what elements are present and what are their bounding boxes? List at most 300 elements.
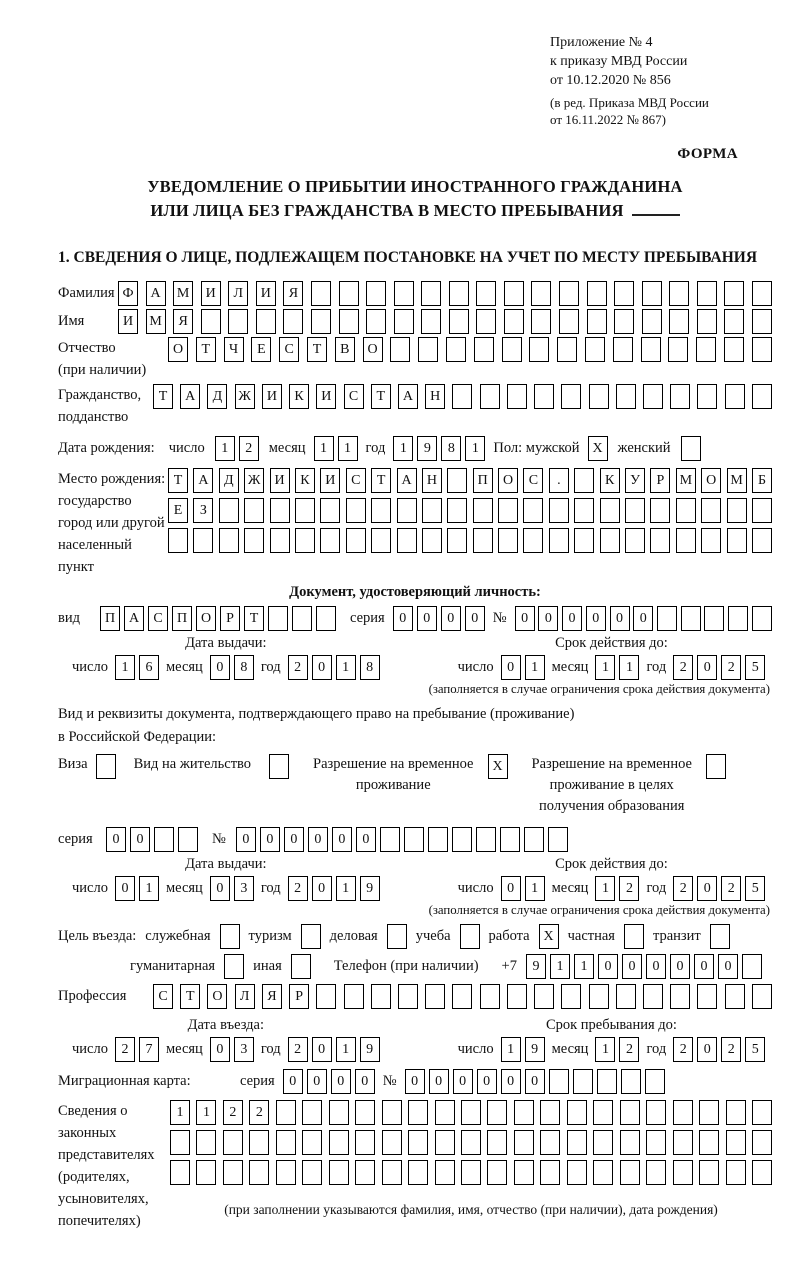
cell[interactable] xyxy=(710,924,730,949)
cell[interactable]: 0 xyxy=(307,1069,327,1094)
cell[interactable] xyxy=(292,606,312,631)
cell[interactable] xyxy=(276,1130,296,1155)
cell[interactable]: С xyxy=(344,384,364,409)
cell[interactable] xyxy=(587,281,607,306)
cell[interactable]: 2 xyxy=(619,876,639,901)
cell[interactable]: 0 xyxy=(610,606,630,631)
stay-year-cells[interactable] xyxy=(673,1037,765,1062)
cell[interactable] xyxy=(514,1100,534,1125)
cell[interactable] xyxy=(223,1160,243,1185)
cell[interactable]: 0 xyxy=(501,655,521,680)
representatives-cells-3[interactable] xyxy=(170,1160,772,1185)
entry-month-cells[interactable] xyxy=(210,1037,254,1062)
cell[interactable] xyxy=(727,498,747,523)
cell[interactable] xyxy=(371,528,391,553)
cell[interactable] xyxy=(329,1100,349,1125)
cell[interactable] xyxy=(397,498,417,523)
cell[interactable] xyxy=(726,1160,746,1185)
cell[interactable] xyxy=(534,984,554,1009)
cell[interactable] xyxy=(549,1069,569,1094)
cell[interactable] xyxy=(673,1100,693,1125)
cell[interactable]: 0 xyxy=(501,876,521,901)
cell[interactable] xyxy=(752,1160,772,1185)
cell[interactable]: 2 xyxy=(721,1037,741,1062)
cell[interactable]: П xyxy=(100,606,120,631)
cell[interactable]: 0 xyxy=(106,827,126,852)
cell[interactable]: В xyxy=(335,337,355,362)
cell[interactable] xyxy=(219,528,239,553)
cell[interactable]: Р xyxy=(650,468,670,493)
cell[interactable] xyxy=(616,384,636,409)
cell[interactable] xyxy=(387,924,407,949)
phone-cells[interactable] xyxy=(526,954,762,979)
cell[interactable]: 0 xyxy=(633,606,653,631)
cell[interactable] xyxy=(620,1160,640,1185)
cell[interactable] xyxy=(593,1100,613,1125)
cell[interactable] xyxy=(295,528,315,553)
cell[interactable]: 0 xyxy=(331,1069,351,1094)
cell[interactable] xyxy=(170,1160,190,1185)
cell[interactable] xyxy=(487,1160,507,1185)
temp-permit-checkbox[interactable] xyxy=(488,754,508,779)
cell[interactable] xyxy=(650,498,670,523)
cell[interactable]: Ж xyxy=(244,468,264,493)
cell[interactable]: 6 xyxy=(139,655,159,680)
cell[interactable] xyxy=(301,924,321,949)
cell[interactable]: 9 xyxy=(526,954,546,979)
cell[interactable]: С xyxy=(148,606,168,631)
cell[interactable]: 0 xyxy=(236,827,256,852)
cell[interactable] xyxy=(643,984,663,1009)
cell[interactable] xyxy=(382,1130,402,1155)
cell[interactable]: 0 xyxy=(312,1037,332,1062)
cell[interactable] xyxy=(422,498,442,523)
cell[interactable] xyxy=(320,498,340,523)
cell[interactable] xyxy=(752,309,772,334)
cell[interactable] xyxy=(302,1100,322,1125)
cell[interactable] xyxy=(178,827,198,852)
cell[interactable]: М xyxy=(727,468,747,493)
cell[interactable] xyxy=(425,984,445,1009)
cell[interactable] xyxy=(476,309,496,334)
cell[interactable]: 1 xyxy=(139,876,159,901)
cell[interactable]: С xyxy=(523,468,543,493)
cell[interactable] xyxy=(168,528,188,553)
cell[interactable] xyxy=(224,954,244,979)
cell[interactable] xyxy=(725,984,745,1009)
cell[interactable] xyxy=(452,984,472,1009)
cell[interactable]: 1 xyxy=(215,436,235,461)
cell[interactable] xyxy=(557,337,577,362)
cell[interactable] xyxy=(650,528,670,553)
cell[interactable] xyxy=(276,1160,296,1185)
cell[interactable]: 0 xyxy=(515,606,535,631)
cell[interactable] xyxy=(676,528,696,553)
cell[interactable]: 0 xyxy=(405,1069,425,1094)
cell[interactable] xyxy=(270,498,290,523)
cell[interactable] xyxy=(435,1160,455,1185)
cell[interactable] xyxy=(724,309,744,334)
sex-male-checkbox[interactable] xyxy=(588,436,608,461)
cell[interactable]: М xyxy=(146,309,166,334)
permit-number-cells[interactable] xyxy=(236,827,568,852)
cell[interactable] xyxy=(316,606,336,631)
entry-year-cells[interactable] xyxy=(288,1037,380,1062)
cell[interactable] xyxy=(480,384,500,409)
cell[interactable] xyxy=(642,281,662,306)
cell[interactable]: 1 xyxy=(501,1037,521,1062)
cell[interactable]: 2 xyxy=(288,876,308,901)
cell[interactable]: А xyxy=(398,384,418,409)
cell[interactable]: 0 xyxy=(284,827,304,852)
cell[interactable]: Я xyxy=(173,309,193,334)
cell[interactable]: 2 xyxy=(288,1037,308,1062)
cell[interactable] xyxy=(673,1160,693,1185)
cell[interactable] xyxy=(704,606,724,631)
cell[interactable]: . xyxy=(549,468,569,493)
cell[interactable]: Ф xyxy=(118,281,138,306)
cell[interactable]: 0 xyxy=(622,954,642,979)
cell[interactable]: 0 xyxy=(501,1069,521,1094)
cell[interactable]: К xyxy=(289,384,309,409)
cell[interactable]: Т xyxy=(168,468,188,493)
representatives-cells-2[interactable] xyxy=(170,1130,772,1155)
cell[interactable] xyxy=(585,337,605,362)
cell[interactable] xyxy=(561,984,581,1009)
cell[interactable]: 1 xyxy=(525,655,545,680)
cell[interactable] xyxy=(673,1130,693,1155)
citizenship-cells[interactable] xyxy=(153,384,772,409)
cell[interactable] xyxy=(752,984,772,1009)
patronymic-cells[interactable] xyxy=(168,337,772,362)
cell[interactable]: И xyxy=(270,468,290,493)
cell[interactable]: Т xyxy=(371,384,391,409)
cell[interactable] xyxy=(355,1130,375,1155)
stay-month-cells[interactable] xyxy=(595,1037,639,1062)
cell[interactable] xyxy=(621,1069,641,1094)
cell[interactable]: Т xyxy=(371,468,391,493)
cell[interactable] xyxy=(701,498,721,523)
cell[interactable]: Т xyxy=(153,384,173,409)
cell[interactable] xyxy=(355,1100,375,1125)
cell[interactable] xyxy=(435,1130,455,1155)
cell[interactable] xyxy=(447,468,467,493)
cell[interactable] xyxy=(196,1130,216,1155)
cell[interactable] xyxy=(316,984,336,1009)
cell[interactable]: Т xyxy=(244,606,264,631)
cell[interactable] xyxy=(154,827,174,852)
cell[interactable] xyxy=(701,528,721,553)
mig-series-cells[interactable] xyxy=(283,1069,375,1094)
cell[interactable] xyxy=(645,1069,665,1094)
cell[interactable] xyxy=(752,384,772,409)
cell[interactable] xyxy=(567,1130,587,1155)
cell[interactable] xyxy=(620,1130,640,1155)
cell[interactable]: 9 xyxy=(360,876,380,901)
cell[interactable] xyxy=(540,1100,560,1125)
cell[interactable]: Р xyxy=(220,606,240,631)
cell[interactable] xyxy=(422,528,442,553)
cell[interactable]: И xyxy=(201,281,221,306)
cell[interactable]: К xyxy=(295,468,315,493)
cell[interactable]: 0 xyxy=(312,876,332,901)
cell[interactable] xyxy=(295,498,315,523)
permit-issue-month-cells[interactable] xyxy=(210,876,254,901)
doc-issue-year-cells[interactable] xyxy=(288,655,380,680)
cell[interactable]: П xyxy=(172,606,192,631)
cell[interactable]: 0 xyxy=(697,876,717,901)
cell[interactable] xyxy=(616,984,636,1009)
cell[interactable] xyxy=(726,1130,746,1155)
cell[interactable]: 0 xyxy=(441,606,461,631)
cell[interactable]: 0 xyxy=(210,655,230,680)
purpose-study-checkbox[interactable] xyxy=(460,924,480,949)
cell[interactable] xyxy=(276,1100,296,1125)
cell[interactable] xyxy=(311,309,331,334)
cell[interactable] xyxy=(697,384,717,409)
birthplace-cells-2[interactable] xyxy=(168,498,772,523)
cell[interactable] xyxy=(461,1130,481,1155)
cell[interactable]: С xyxy=(279,337,299,362)
sex-female-checkbox[interactable] xyxy=(681,436,701,461)
cell[interactable] xyxy=(382,1160,402,1185)
cell[interactable] xyxy=(480,984,500,1009)
cell[interactable] xyxy=(346,528,366,553)
cell[interactable]: 1 xyxy=(336,876,356,901)
cell[interactable]: 0 xyxy=(477,1069,497,1094)
cell[interactable] xyxy=(752,498,772,523)
doc-valid-month-cells[interactable] xyxy=(595,655,639,680)
cell[interactable]: 0 xyxy=(697,655,717,680)
cell[interactable]: 1 xyxy=(595,1037,615,1062)
cell[interactable] xyxy=(244,498,264,523)
cell[interactable]: Л xyxy=(228,281,248,306)
cell[interactable] xyxy=(699,1130,719,1155)
cell[interactable] xyxy=(642,309,662,334)
cell[interactable] xyxy=(589,384,609,409)
cell[interactable] xyxy=(366,281,386,306)
cell[interactable]: 0 xyxy=(646,954,666,979)
doc-series-cells[interactable] xyxy=(393,606,485,631)
purpose-business-checkbox[interactable] xyxy=(387,924,407,949)
cell[interactable]: Е xyxy=(251,337,271,362)
cell[interactable] xyxy=(600,498,620,523)
cell[interactable] xyxy=(404,827,424,852)
cell[interactable] xyxy=(681,606,701,631)
cell[interactable] xyxy=(311,281,331,306)
cell[interactable]: 7 xyxy=(139,1037,159,1062)
cell[interactable] xyxy=(418,337,438,362)
cell[interactable] xyxy=(500,827,520,852)
cell[interactable] xyxy=(531,309,551,334)
cell[interactable] xyxy=(728,606,748,631)
cell[interactable]: 0 xyxy=(586,606,606,631)
cell[interactable]: 1 xyxy=(393,436,413,461)
cell[interactable] xyxy=(567,1100,587,1125)
cell[interactable] xyxy=(244,528,264,553)
cell[interactable] xyxy=(574,498,594,523)
cell[interactable] xyxy=(380,827,400,852)
cell[interactable]: 0 xyxy=(312,655,332,680)
cell[interactable] xyxy=(452,384,472,409)
birthplace-cells-1[interactable] xyxy=(168,468,772,493)
purpose-official-checkbox[interactable] xyxy=(220,924,240,949)
cell[interactable]: 1 xyxy=(465,436,485,461)
doc-valid-year-cells[interactable] xyxy=(673,655,765,680)
purpose-tourism-checkbox[interactable] xyxy=(301,924,321,949)
cell[interactable] xyxy=(697,984,717,1009)
cell[interactable]: 0 xyxy=(115,876,135,901)
cell[interactable] xyxy=(371,498,391,523)
cell[interactable] xyxy=(256,309,276,334)
cell[interactable] xyxy=(600,528,620,553)
cell[interactable] xyxy=(567,1160,587,1185)
cell[interactable]: 5 xyxy=(745,1037,765,1062)
cell[interactable]: 0 xyxy=(718,954,738,979)
cell[interactable]: Ч xyxy=(224,337,244,362)
cell[interactable]: И xyxy=(256,281,276,306)
permit-valid-day-cells[interactable] xyxy=(501,876,545,901)
cell[interactable]: 1 xyxy=(595,655,615,680)
cell[interactable]: С xyxy=(153,984,173,1009)
stay-day-cells[interactable] xyxy=(501,1037,545,1062)
cell[interactable] xyxy=(408,1100,428,1125)
cell[interactable] xyxy=(394,281,414,306)
cell[interactable] xyxy=(487,1100,507,1125)
cell[interactable]: 8 xyxy=(360,655,380,680)
cell[interactable]: 1 xyxy=(336,655,356,680)
cell[interactable] xyxy=(561,384,581,409)
cell[interactable]: 3 xyxy=(234,1037,254,1062)
cell[interactable] xyxy=(668,337,688,362)
cell[interactable] xyxy=(268,606,288,631)
cell[interactable] xyxy=(366,309,386,334)
cell[interactable]: Ж xyxy=(235,384,255,409)
cell[interactable] xyxy=(421,281,441,306)
cell[interactable] xyxy=(681,436,701,461)
cell[interactable]: 2 xyxy=(249,1100,269,1125)
cell[interactable] xyxy=(548,827,568,852)
purpose-private-checkbox[interactable] xyxy=(624,924,644,949)
cell[interactable] xyxy=(344,984,364,1009)
mig-number-cells[interactable] xyxy=(405,1069,665,1094)
cell[interactable] xyxy=(559,309,579,334)
cell[interactable] xyxy=(523,498,543,523)
cell[interactable] xyxy=(726,1100,746,1125)
birth-day-cells[interactable] xyxy=(215,436,259,461)
cell[interactable]: У xyxy=(625,468,645,493)
cell[interactable] xyxy=(474,337,494,362)
cell[interactable] xyxy=(382,1100,402,1125)
cell[interactable] xyxy=(669,281,689,306)
cell[interactable]: 2 xyxy=(619,1037,639,1062)
cell[interactable] xyxy=(725,384,745,409)
cell[interactable] xyxy=(408,1130,428,1155)
cell[interactable] xyxy=(476,281,496,306)
cell[interactable]: И xyxy=(316,384,336,409)
cell[interactable] xyxy=(670,384,690,409)
cell[interactable]: 3 xyxy=(234,876,254,901)
cell[interactable]: 1 xyxy=(574,954,594,979)
cell[interactable]: О xyxy=(701,468,721,493)
cell[interactable]: 0 xyxy=(417,606,437,631)
permit-series-cells[interactable] xyxy=(106,827,198,852)
cell[interactable] xyxy=(320,528,340,553)
cell[interactable] xyxy=(529,337,549,362)
cell[interactable]: 9 xyxy=(525,1037,545,1062)
permit-valid-month-cells[interactable] xyxy=(595,876,639,901)
cell[interactable] xyxy=(397,528,417,553)
cell[interactable] xyxy=(641,337,661,362)
cell[interactable]: 1 xyxy=(170,1100,190,1125)
cell[interactable] xyxy=(540,1130,560,1155)
permit-valid-year-cells[interactable] xyxy=(673,876,765,901)
cell[interactable] xyxy=(696,337,716,362)
cell[interactable] xyxy=(676,498,696,523)
cell[interactable] xyxy=(657,606,677,631)
cell[interactable] xyxy=(646,1130,666,1155)
cell[interactable]: 0 xyxy=(393,606,413,631)
doc-issue-month-cells[interactable] xyxy=(210,655,254,680)
cell[interactable]: 5 xyxy=(745,655,765,680)
cell[interactable] xyxy=(574,528,594,553)
cell[interactable]: 8 xyxy=(441,436,461,461)
cell[interactable] xyxy=(620,1100,640,1125)
cell[interactable] xyxy=(473,528,493,553)
cell[interactable]: 0 xyxy=(429,1069,449,1094)
cell[interactable] xyxy=(724,337,744,362)
cell[interactable] xyxy=(461,1160,481,1185)
cell[interactable]: К xyxy=(600,468,620,493)
cell[interactable] xyxy=(752,281,772,306)
cell[interactable]: А xyxy=(180,384,200,409)
cell[interactable]: Л xyxy=(235,984,255,1009)
cell[interactable] xyxy=(249,1160,269,1185)
cell[interactable] xyxy=(329,1160,349,1185)
cell[interactable] xyxy=(329,1130,349,1155)
cell[interactable]: 0 xyxy=(538,606,558,631)
cell[interactable]: 2 xyxy=(721,655,741,680)
cell[interactable]: О xyxy=(168,337,188,362)
cell[interactable] xyxy=(540,1160,560,1185)
cell[interactable]: О xyxy=(498,468,518,493)
cell[interactable] xyxy=(593,1160,613,1185)
cell[interactable] xyxy=(613,337,633,362)
cell[interactable] xyxy=(219,498,239,523)
cell[interactable] xyxy=(559,281,579,306)
cell[interactable]: Я xyxy=(283,281,303,306)
cell[interactable]: 2 xyxy=(673,1037,693,1062)
cell[interactable] xyxy=(270,528,290,553)
cell[interactable] xyxy=(476,827,496,852)
residence-permit-checkbox[interactable] xyxy=(269,754,289,779)
cell[interactable]: 0 xyxy=(210,876,230,901)
cell[interactable] xyxy=(727,528,747,553)
cell[interactable] xyxy=(339,281,359,306)
cell[interactable]: О xyxy=(207,984,227,1009)
cell[interactable]: X xyxy=(588,436,608,461)
cell[interactable] xyxy=(706,754,726,779)
cell[interactable] xyxy=(531,281,551,306)
cell[interactable]: И xyxy=(262,384,282,409)
cell[interactable] xyxy=(201,309,221,334)
cell[interactable] xyxy=(534,384,554,409)
cell[interactable] xyxy=(669,309,689,334)
cell[interactable] xyxy=(461,1100,481,1125)
cell[interactable]: 1 xyxy=(525,876,545,901)
cell[interactable]: А xyxy=(193,468,213,493)
cell[interactable] xyxy=(597,1069,617,1094)
